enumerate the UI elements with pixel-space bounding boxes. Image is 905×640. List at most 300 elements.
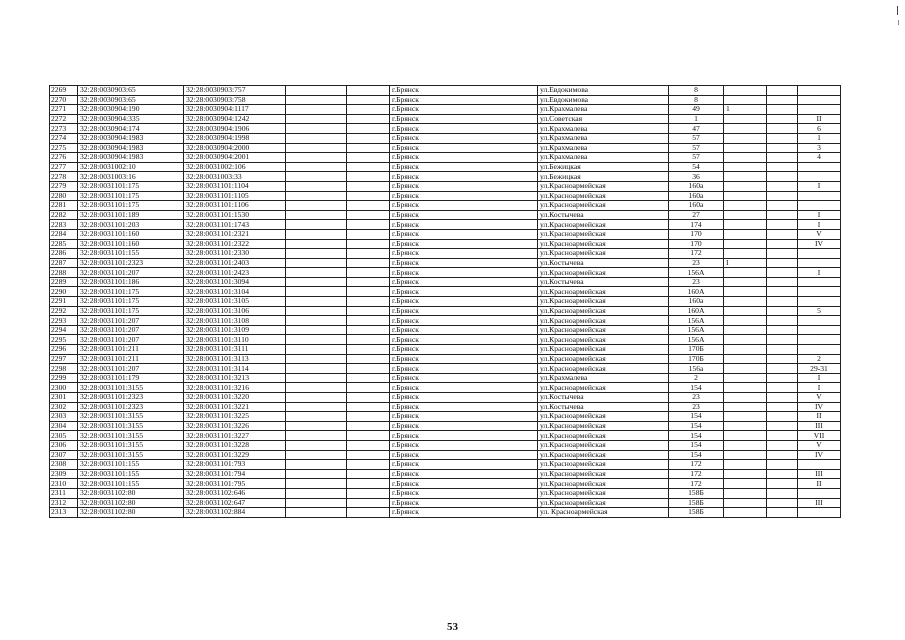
marker: [724, 277, 767, 287]
empty-cell: [767, 402, 798, 412]
street: ул. Красноармейская: [538, 508, 669, 518]
house-number: 36: [669, 172, 724, 182]
house-number: 172: [669, 479, 724, 489]
empty-cell: [347, 153, 390, 163]
row-number: 2277: [50, 162, 78, 172]
cadastral-number: 32:28:0031101:1530: [184, 210, 286, 220]
street: ул.Костычева: [538, 393, 669, 403]
empty-cell: [286, 325, 347, 335]
marker: [724, 220, 767, 230]
table-row: [50, 498, 841, 508]
table-row: [50, 479, 841, 489]
marker: [724, 450, 767, 460]
empty-cell: [767, 479, 798, 489]
marker: [724, 402, 767, 412]
cadastral-number: 32:28:0031002:106: [184, 162, 286, 172]
empty-cell: [767, 133, 798, 143]
house-number: 156А: [669, 268, 724, 278]
city: г.Брянск: [390, 105, 538, 115]
table-row: [50, 181, 841, 191]
street: ул.Евдокимова: [538, 86, 669, 96]
premises-number: [798, 508, 841, 518]
empty-cell: [767, 421, 798, 431]
table-row: [50, 95, 841, 105]
empty-cell: [767, 287, 798, 297]
cadastral-number: 32:28:0031101:3094: [184, 277, 286, 287]
cadastral-number: 32:28:0031101:3110: [184, 335, 286, 345]
marker: [724, 431, 767, 441]
city: г.Брянск: [390, 488, 538, 498]
empty-cell: [767, 143, 798, 153]
street: ул.Красноармейская: [538, 287, 669, 297]
cadastral-number: 32:28:0031101:2321: [184, 229, 286, 239]
premises-number: I: [798, 373, 841, 383]
row-number: 2273: [50, 124, 78, 134]
premises-number: III: [798, 498, 841, 508]
street: ул.Красноармейская: [538, 383, 669, 393]
city: г.Брянск: [390, 393, 538, 403]
parent-cadastral-number: 32:28:0031101:207: [78, 316, 184, 326]
premises-number: III: [798, 421, 841, 431]
row-number: 2282: [50, 210, 78, 220]
empty-cell: [767, 172, 798, 182]
table-row: [50, 431, 841, 441]
cadastral-number: 32:28:0031101:3228: [184, 440, 286, 450]
city: г.Брянск: [390, 153, 538, 163]
empty-cell: [286, 421, 347, 431]
marker: [724, 488, 767, 498]
house-number: 154: [669, 421, 724, 431]
cadastral-number: 32:28:0031102:884: [184, 508, 286, 518]
street: ул.Красноармейская: [538, 488, 669, 498]
city: г.Брянск: [390, 95, 538, 105]
street: ул.Красноармейская: [538, 440, 669, 450]
premises-number: [798, 335, 841, 345]
street: ул.Советская: [538, 114, 669, 124]
city: г.Брянск: [390, 258, 538, 268]
street: ул.Красноармейская: [538, 316, 669, 326]
city: г.Брянск: [390, 172, 538, 182]
house-number: 23: [669, 393, 724, 403]
parent-cadastral-number: 32:28:0031101:207: [78, 335, 184, 345]
house-number: 156А: [669, 316, 724, 326]
row-number: 2308: [50, 460, 78, 470]
cadastral-number: 32:28:0031101:3220: [184, 393, 286, 403]
table-row: [50, 393, 841, 403]
table-row: [50, 325, 841, 335]
empty-cell: [347, 181, 390, 191]
row-number: 2313: [50, 508, 78, 518]
row-number: 2293: [50, 316, 78, 326]
table-row: [50, 373, 841, 383]
marker: [724, 229, 767, 239]
row-number: 2301: [50, 393, 78, 403]
premises-number: [798, 345, 841, 355]
parent-cadastral-number: 32:28:0030904:190: [78, 105, 184, 115]
premises-number: [798, 191, 841, 201]
premises-number: [798, 316, 841, 326]
empty-cell: [347, 268, 390, 278]
empty-cell: [286, 143, 347, 153]
empty-cell: [347, 143, 390, 153]
row-number: 2312: [50, 498, 78, 508]
table-row: [50, 153, 841, 163]
parent-cadastral-number: 32:28:0031101:3155: [78, 412, 184, 422]
empty-cell: [347, 373, 390, 383]
marker: [724, 268, 767, 278]
premises-number: [798, 277, 841, 287]
house-number: 160а: [669, 181, 724, 191]
row-number: 2288: [50, 268, 78, 278]
empty-cell: [347, 258, 390, 268]
city: г.Брянск: [390, 210, 538, 220]
empty-cell: [347, 287, 390, 297]
empty-cell: [347, 105, 390, 115]
city: г.Брянск: [390, 133, 538, 143]
empty-cell: [767, 114, 798, 124]
street: ул.Красноармейская: [538, 364, 669, 374]
empty-cell: [286, 364, 347, 374]
parent-cadastral-number: 32:28:0031102:80: [78, 488, 184, 498]
house-number: 154: [669, 440, 724, 450]
city: г.Брянск: [390, 268, 538, 278]
house-number: 8: [669, 95, 724, 105]
parent-cadastral-number: 32:28:0031101:207: [78, 364, 184, 374]
cadastral-number: 32:28:0031003:33: [184, 172, 286, 182]
empty-cell: [286, 479, 347, 489]
cadastral-number: 32:28:0031102:646: [184, 488, 286, 498]
row-number: 2270: [50, 95, 78, 105]
table-row: [50, 172, 841, 182]
empty-cell: [286, 412, 347, 422]
city: г.Брянск: [390, 239, 538, 249]
house-number: 27: [669, 210, 724, 220]
premises-number: [798, 460, 841, 470]
marker: [724, 239, 767, 249]
cadastral-number: 32:28:0030904:1998: [184, 133, 286, 143]
parent-cadastral-number: 32:28:0030904:1983: [78, 133, 184, 143]
cadastral-number: 32:28:0031101:3114: [184, 364, 286, 374]
city: г.Брянск: [390, 181, 538, 191]
marker: [724, 412, 767, 422]
empty-cell: [286, 297, 347, 307]
parent-cadastral-number: 32:28:0031101:211: [78, 345, 184, 355]
empty-cell: [347, 431, 390, 441]
empty-cell: [347, 421, 390, 431]
street: ул.Красноармейская: [538, 450, 669, 460]
city: г.Брянск: [390, 402, 538, 412]
row-number: 2303: [50, 412, 78, 422]
marker: [724, 345, 767, 355]
city: г.Брянск: [390, 86, 538, 96]
table-row: [50, 210, 841, 220]
empty-cell: [286, 345, 347, 355]
marker: [724, 287, 767, 297]
empty-cell: [767, 364, 798, 374]
row-number: 2274: [50, 133, 78, 143]
house-number: 49: [669, 105, 724, 115]
empty-cell: [347, 460, 390, 470]
parent-cadastral-number: 32:28:0031101:175: [78, 191, 184, 201]
empty-cell: [767, 201, 798, 211]
empty-cell: [347, 469, 390, 479]
cadastral-number: 32:28:0031101:1106: [184, 201, 286, 211]
premises-number: [798, 162, 841, 172]
table-row: [50, 201, 841, 211]
row-number: 2306: [50, 440, 78, 450]
premises-number: VII: [798, 431, 841, 441]
house-number: 23: [669, 258, 724, 268]
empty-cell: [286, 450, 347, 460]
row-number: 2281: [50, 201, 78, 211]
row-number: 2296: [50, 345, 78, 355]
cadastral-number: 32:28:0031101:3216: [184, 383, 286, 393]
empty-cell: [347, 191, 390, 201]
premises-number: I: [798, 210, 841, 220]
premises-number: [798, 95, 841, 105]
page-number: 53: [447, 621, 458, 633]
premises-number: [798, 325, 841, 335]
table-row: [50, 268, 841, 278]
cadastral-number: 32:28:0031101:2423: [184, 268, 286, 278]
cadastral-number: 32:28:0030903:758: [184, 95, 286, 105]
house-number: 158Б: [669, 508, 724, 518]
city: г.Брянск: [390, 469, 538, 479]
table-row: [50, 133, 841, 143]
city: г.Брянск: [390, 335, 538, 345]
empty-cell: [767, 162, 798, 172]
premises-number: I: [798, 181, 841, 191]
parent-cadastral-number: 32:28:0031002:10: [78, 162, 184, 172]
marker: [724, 508, 767, 518]
cadastral-number: 32:28:0031101:3221: [184, 402, 286, 412]
parent-cadastral-number: 32:28:0030904:1983: [78, 153, 184, 163]
table-row: [50, 335, 841, 345]
row-number: 2286: [50, 249, 78, 259]
empty-cell: [767, 258, 798, 268]
premises-number: [798, 297, 841, 307]
street: ул.Красноармейская: [538, 220, 669, 230]
cadastral-number: 32:28:0031101:2403: [184, 258, 286, 268]
empty-cell: [767, 268, 798, 278]
street: ул.Красноармейская: [538, 249, 669, 259]
cadastral-number: 32:28:0031101:3229: [184, 450, 286, 460]
cadastral-number: 32:28:0031101:2330: [184, 249, 286, 259]
street: ул.Крахмалева: [538, 153, 669, 163]
house-number: 54: [669, 162, 724, 172]
empty-cell: [347, 133, 390, 143]
city: г.Брянск: [390, 460, 538, 470]
table-row: [50, 306, 841, 316]
marker: [724, 86, 767, 96]
house-number: 160А: [669, 306, 724, 316]
table-row: [50, 412, 841, 422]
marker: [724, 249, 767, 259]
empty-cell: [347, 86, 390, 96]
table-row: [50, 114, 841, 124]
house-number: 2: [669, 373, 724, 383]
parent-cadastral-number: 32:28:0031101:160: [78, 229, 184, 239]
cadastral-number: 32:28:0031101:3108: [184, 316, 286, 326]
row-number: 2298: [50, 364, 78, 374]
empty-cell: [286, 229, 347, 239]
house-number: 160а: [669, 191, 724, 201]
empty-cell: [347, 479, 390, 489]
premises-number: [798, 488, 841, 498]
street: ул.Красноармейская: [538, 460, 669, 470]
empty-cell: [286, 335, 347, 345]
table-row: [50, 258, 841, 268]
empty-cell: [286, 124, 347, 134]
parent-cadastral-number: 32:28:0031101:3155: [78, 383, 184, 393]
marker: [724, 153, 767, 163]
table-row: [50, 86, 841, 96]
house-number: 170Б: [669, 345, 724, 355]
house-number: 170: [669, 229, 724, 239]
row-number: 2272: [50, 114, 78, 124]
street: ул.Бежицкая: [538, 162, 669, 172]
empty-cell: [347, 162, 390, 172]
parent-cadastral-number: 32:28:0031101:155: [78, 469, 184, 479]
empty-cell: [767, 431, 798, 441]
empty-cell: [767, 220, 798, 230]
empty-cell: [286, 239, 347, 249]
house-number: 47: [669, 124, 724, 134]
empty-cell: [767, 412, 798, 422]
row-number: 2302: [50, 402, 78, 412]
street: ул.Костычева: [538, 258, 669, 268]
parent-cadastral-number: 32:28:0031101:207: [78, 325, 184, 335]
premises-number: III: [798, 469, 841, 479]
empty-cell: [767, 229, 798, 239]
house-number: 170Б: [669, 354, 724, 364]
table-row: [50, 364, 841, 374]
empty-cell: [347, 229, 390, 239]
street: ул.Красноармейская: [538, 335, 669, 345]
marker: [724, 373, 767, 383]
cadastral-number: 32:28:0030904:1906: [184, 124, 286, 134]
house-number: 23: [669, 277, 724, 287]
cadastral-number: 32:28:0031101:3104: [184, 287, 286, 297]
premises-number: 4: [798, 153, 841, 163]
empty-cell: [347, 498, 390, 508]
empty-cell: [347, 508, 390, 518]
marker: [724, 210, 767, 220]
empty-cell: [767, 440, 798, 450]
street: ул.Красноармейская: [538, 201, 669, 211]
marker: [724, 364, 767, 374]
empty-cell: [347, 306, 390, 316]
empty-cell: [347, 402, 390, 412]
street: ул.Крахмалева: [538, 373, 669, 383]
house-number: 172: [669, 249, 724, 259]
cadastral-number: 32:28:0031101:3113: [184, 354, 286, 364]
empty-cell: [286, 498, 347, 508]
parent-cadastral-number: 32:28:0031101:155: [78, 479, 184, 489]
empty-cell: [286, 287, 347, 297]
empty-cell: [286, 172, 347, 182]
premises-number: IV: [798, 239, 841, 249]
row-number: 2280: [50, 191, 78, 201]
parent-cadastral-number: 32:28:0031101:186: [78, 277, 184, 287]
marker: [724, 143, 767, 153]
city: г.Брянск: [390, 316, 538, 326]
empty-cell: [286, 95, 347, 105]
parent-cadastral-number: 32:28:0031101:3155: [78, 421, 184, 431]
row-number: 2269: [50, 86, 78, 96]
cadastral-number: 32:28:0031101:795: [184, 479, 286, 489]
empty-cell: [286, 488, 347, 498]
marker: [724, 181, 767, 191]
parent-cadastral-number: 32:28:0030903:65: [78, 95, 184, 105]
table-row: [50, 460, 841, 470]
empty-cell: [286, 460, 347, 470]
cadastral-number: 32:28:0031102:647: [184, 498, 286, 508]
cadastral-number: 32:28:0031101:1105: [184, 191, 286, 201]
house-number: 172: [669, 460, 724, 470]
marker: [724, 162, 767, 172]
premises-number: [798, 172, 841, 182]
empty-cell: [347, 95, 390, 105]
marker: I: [724, 258, 767, 268]
cadastral-number: 32:28:0030904:2001: [184, 153, 286, 163]
empty-cell: [286, 306, 347, 316]
row-number: 2287: [50, 258, 78, 268]
table-row: [50, 440, 841, 450]
cadastral-number: 32:28:0031101:2322: [184, 239, 286, 249]
empty-cell: [286, 373, 347, 383]
empty-cell: [286, 277, 347, 287]
city: г.Брянск: [390, 498, 538, 508]
table-row: [50, 287, 841, 297]
marker: [724, 440, 767, 450]
empty-cell: [286, 153, 347, 163]
cadastral-number: 32:28:0031101:3213: [184, 373, 286, 383]
empty-cell: [767, 210, 798, 220]
city: г.Брянск: [390, 306, 538, 316]
city: г.Брянск: [390, 412, 538, 422]
table-row: [50, 105, 841, 115]
marker: [724, 479, 767, 489]
cadastral-number: 32:28:0031101:1743: [184, 220, 286, 230]
city: г.Брянск: [390, 383, 538, 393]
row-number: 2295: [50, 335, 78, 345]
premises-number: V: [798, 393, 841, 403]
house-number: 158Б: [669, 488, 724, 498]
empty-cell: [286, 220, 347, 230]
marker: [724, 95, 767, 105]
table-row: [50, 162, 841, 172]
city: г.Брянск: [390, 345, 538, 355]
cadastral-number: 32:28:0031101:3105: [184, 297, 286, 307]
parent-cadastral-number: 32:28:0031101:189: [78, 210, 184, 220]
empty-cell: [286, 133, 347, 143]
marker: [724, 172, 767, 182]
table-row: [50, 508, 841, 518]
empty-cell: [286, 383, 347, 393]
empty-cell: [286, 258, 347, 268]
empty-cell: [767, 345, 798, 355]
row-number: 2289: [50, 277, 78, 287]
cadastral-number: 32:28:0031101:3109: [184, 325, 286, 335]
parent-cadastral-number: 32:28:0030903:65: [78, 86, 184, 96]
table-row: [50, 354, 841, 364]
city: г.Брянск: [390, 373, 538, 383]
empty-cell: [286, 316, 347, 326]
premises-number: [798, 201, 841, 211]
empty-cell: [767, 105, 798, 115]
premises-number: [798, 105, 841, 115]
